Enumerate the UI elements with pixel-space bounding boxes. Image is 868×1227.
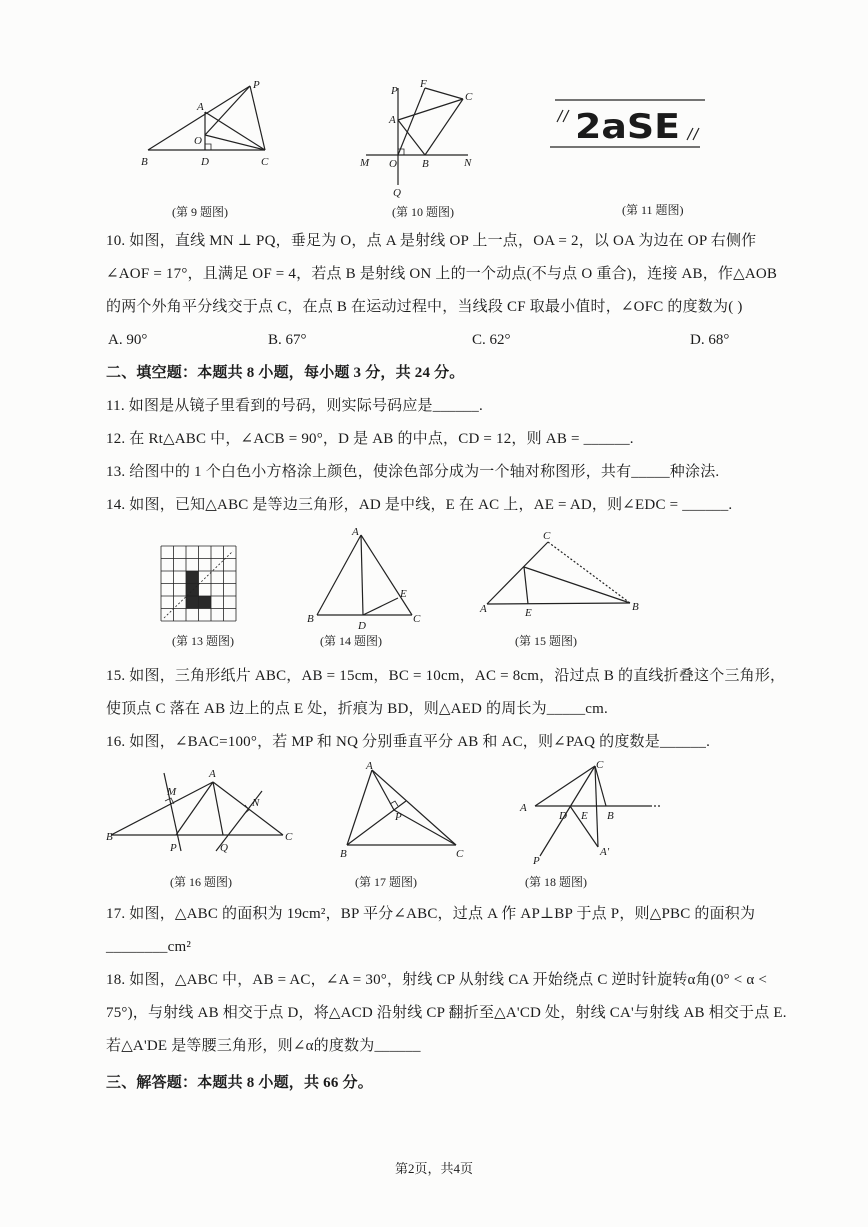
question-14: 14. 如图，已知△ABC 是等边三角形，AD 是中线，E 在 AC 上，AE = AD，则∠EDC = ______. <box>106 497 733 513</box>
figure-row-1 <box>106 70 796 225</box>
label-b: B <box>632 601 639 613</box>
segment-de <box>524 567 528 604</box>
segment-ab <box>347 770 372 845</box>
label-a: A <box>352 526 359 538</box>
label-a: A <box>520 802 527 814</box>
label-m: M <box>167 786 177 798</box>
segment-of <box>398 88 425 155</box>
shaded-cell <box>199 596 212 609</box>
question-16: 16. 如图，∠BAC=100°，若 MP 和 NQ 分别垂直平分 AB 和 AC，则∠PAQ 的度数是______. <box>106 734 711 750</box>
segment-ba <box>111 782 213 835</box>
label-c: C <box>543 530 551 542</box>
right-slash <box>693 128 699 140</box>
section-2-heading: 二、填空题：本题共 8 小题，每小题 3 分，共 24 分。 <box>106 365 465 381</box>
left-slash <box>563 110 569 122</box>
question-15: 15. 如图，三角形纸片 ABC，AB = 15cm，BC = 10cm，AC = 8cm，沿过点 B 的直线折叠这个三角形，使顶点 C 落在 AB 边上的点 E 处，折痕为 BD，则△AED 的周长为_____cm. <box>106 668 786 717</box>
label-c: C <box>413 613 421 625</box>
right-angle-mark <box>205 144 211 150</box>
label-d: D <box>201 156 209 168</box>
grid <box>161 546 236 621</box>
segment-oc <box>205 135 265 150</box>
label-c: C <box>465 91 473 103</box>
question-17: 17. 如图，△ABC 的面积为 19cm²，BP 平分∠ABC，过点 A 作 AP⊥BP 于点 P，则△PBC 的面积为________cm² <box>106 906 756 955</box>
label-p: P <box>533 855 540 867</box>
label-p: P <box>253 79 260 91</box>
figure-row-3 <box>106 759 796 898</box>
figure-13 <box>160 545 238 623</box>
figure-18-caption: (第 18 题图) <box>525 875 587 889</box>
label-p: P <box>170 842 177 854</box>
question-10-options <box>106 324 796 357</box>
section-3-heading: 三、解答题：本题共 8 小题，共 66 分。 <box>106 1075 373 1091</box>
segment-ad <box>361 535 363 615</box>
option-a: A. 90° <box>108 332 148 348</box>
segment-pc <box>250 86 265 150</box>
question-10: 10. 如图，直线 MN ⊥ PQ，垂足为 O，点 A 是射线 OP 上一点，OA = 2，以 OA 为边在 OP 右侧作∠AOF = 17°，且满足 OF = 4，若点 B 是射线 ON 上的一个动点(不与点 O 重合)，连接 AB，作△AOB 的两个外角平分线交于点 C，在点 B 在运动过程中，当线段 CF 取最小值时，∠OFC 的度数为( ) <box>106 233 778 315</box>
label-p: P <box>391 85 398 97</box>
label-a: A <box>366 760 373 772</box>
segment-ca <box>535 766 595 806</box>
label-e: E <box>581 810 588 822</box>
option-c: C. 62° <box>472 332 511 348</box>
label-b: B <box>340 848 347 860</box>
page-number: 第2页，共4页 <box>394 1161 473 1176</box>
segment-ab <box>487 603 630 604</box>
label-c: C <box>456 848 464 860</box>
label-b: B <box>607 810 614 822</box>
label-c: C <box>261 156 269 168</box>
figure-16-caption: (第 16 题图) <box>170 875 232 889</box>
label-d: D <box>559 810 567 822</box>
figure-16 <box>106 765 294 859</box>
option-d: D. 68° <box>690 332 730 348</box>
question-11: 11. 如图是从镜子里看到的号码，则实际号码应是______. <box>106 398 483 414</box>
segment-bp <box>347 801 406 845</box>
label-c: C <box>285 831 293 843</box>
option-b: B. 67° <box>268 332 307 348</box>
figure-11-caption: (第 11 题图) <box>622 203 684 217</box>
figure-17-caption: (第 17 题图) <box>355 875 417 889</box>
segment-ac <box>205 112 265 150</box>
right-slash <box>687 128 693 140</box>
label-a: A <box>197 101 204 113</box>
figure-14-caption: (第 14 题图) <box>320 634 382 648</box>
line-mp <box>164 773 181 851</box>
segment-db <box>524 567 630 603</box>
label-f: F <box>420 78 427 90</box>
segment-cb-folded <box>548 542 630 603</box>
question-12: 12. 在 Rt△ABC 中，∠ACB = 90°，D 是 AB 的中点，CD = 12，则 AB = ______. <box>106 431 634 447</box>
question-13: 13. 给图中的 1 个白色小方格涂上颜色，使涂色部分成为一个轴对称图形，共有_____种涂法. <box>106 464 720 480</box>
label-b: B <box>106 831 113 843</box>
label-b: B <box>422 158 429 170</box>
segment-ac <box>398 99 463 120</box>
label-e: E <box>400 588 407 600</box>
label-o: O <box>194 135 202 147</box>
label-a: A <box>389 114 396 126</box>
label-p: P <box>395 811 402 823</box>
figure-14 <box>305 525 425 633</box>
figure-18 <box>518 759 668 867</box>
label-b: B <box>141 156 148 168</box>
figure-9 <box>135 80 285 175</box>
figure-15-caption: (第 15 题图) <box>515 634 577 648</box>
page-content <box>106 70 796 1100</box>
segment-ac <box>372 770 456 845</box>
shaded-cell <box>186 571 199 584</box>
shaded-cell <box>186 584 199 597</box>
label-n: N <box>252 797 260 809</box>
figure-10-caption: (第 10 题图) <box>392 205 454 219</box>
label-c: C <box>596 759 604 771</box>
figure-17 <box>338 760 468 862</box>
left-slash <box>557 110 563 122</box>
label-a: A <box>480 603 487 615</box>
figure-10 <box>360 78 475 199</box>
label-n: N <box>464 157 472 169</box>
label-q: Q <box>220 842 228 854</box>
label-a-prime: A' <box>600 846 610 858</box>
label-o: O <box>389 158 397 170</box>
segment-fc <box>425 88 463 99</box>
segment-ap <box>176 782 213 835</box>
figure-13-caption: (第 13 题图) <box>172 634 234 648</box>
segment-ab <box>398 120 425 155</box>
segment-pc <box>394 810 456 845</box>
segment-ac <box>487 542 548 604</box>
label-d: D <box>358 620 366 632</box>
segment-aq <box>213 782 223 835</box>
label-a: A <box>209 768 216 780</box>
segment-bc <box>425 99 463 155</box>
shaded-cell <box>186 596 199 609</box>
label-m: M <box>360 157 370 169</box>
figure-11 <box>545 92 710 154</box>
question-18: 18. 如图，△ABC 中，AB = AC，∠A = 30°，射线 CP 从射线 CA 开始绕点 C 逆时针旋转α角(0° < α < 75°)，与射线 AB 相交于点 D，将△ACD 沿射线 CP 翻折至△A'CD 处，射线 CA'与射线 AB 相交于点 E.若△A'DE 是等腰三角形，则∠α的度数为______ <box>106 972 787 1054</box>
figure-row-2 <box>106 522 796 660</box>
mirror-number: 2aSE <box>575 107 680 147</box>
segment-ab <box>317 535 361 615</box>
label-e: E <box>525 607 532 619</box>
label-b: B <box>307 613 314 625</box>
label-q: Q <box>393 187 401 199</box>
segment-de <box>363 598 398 615</box>
figure-15 <box>480 530 645 618</box>
figure-9-caption: (第 9 题图) <box>172 205 228 219</box>
